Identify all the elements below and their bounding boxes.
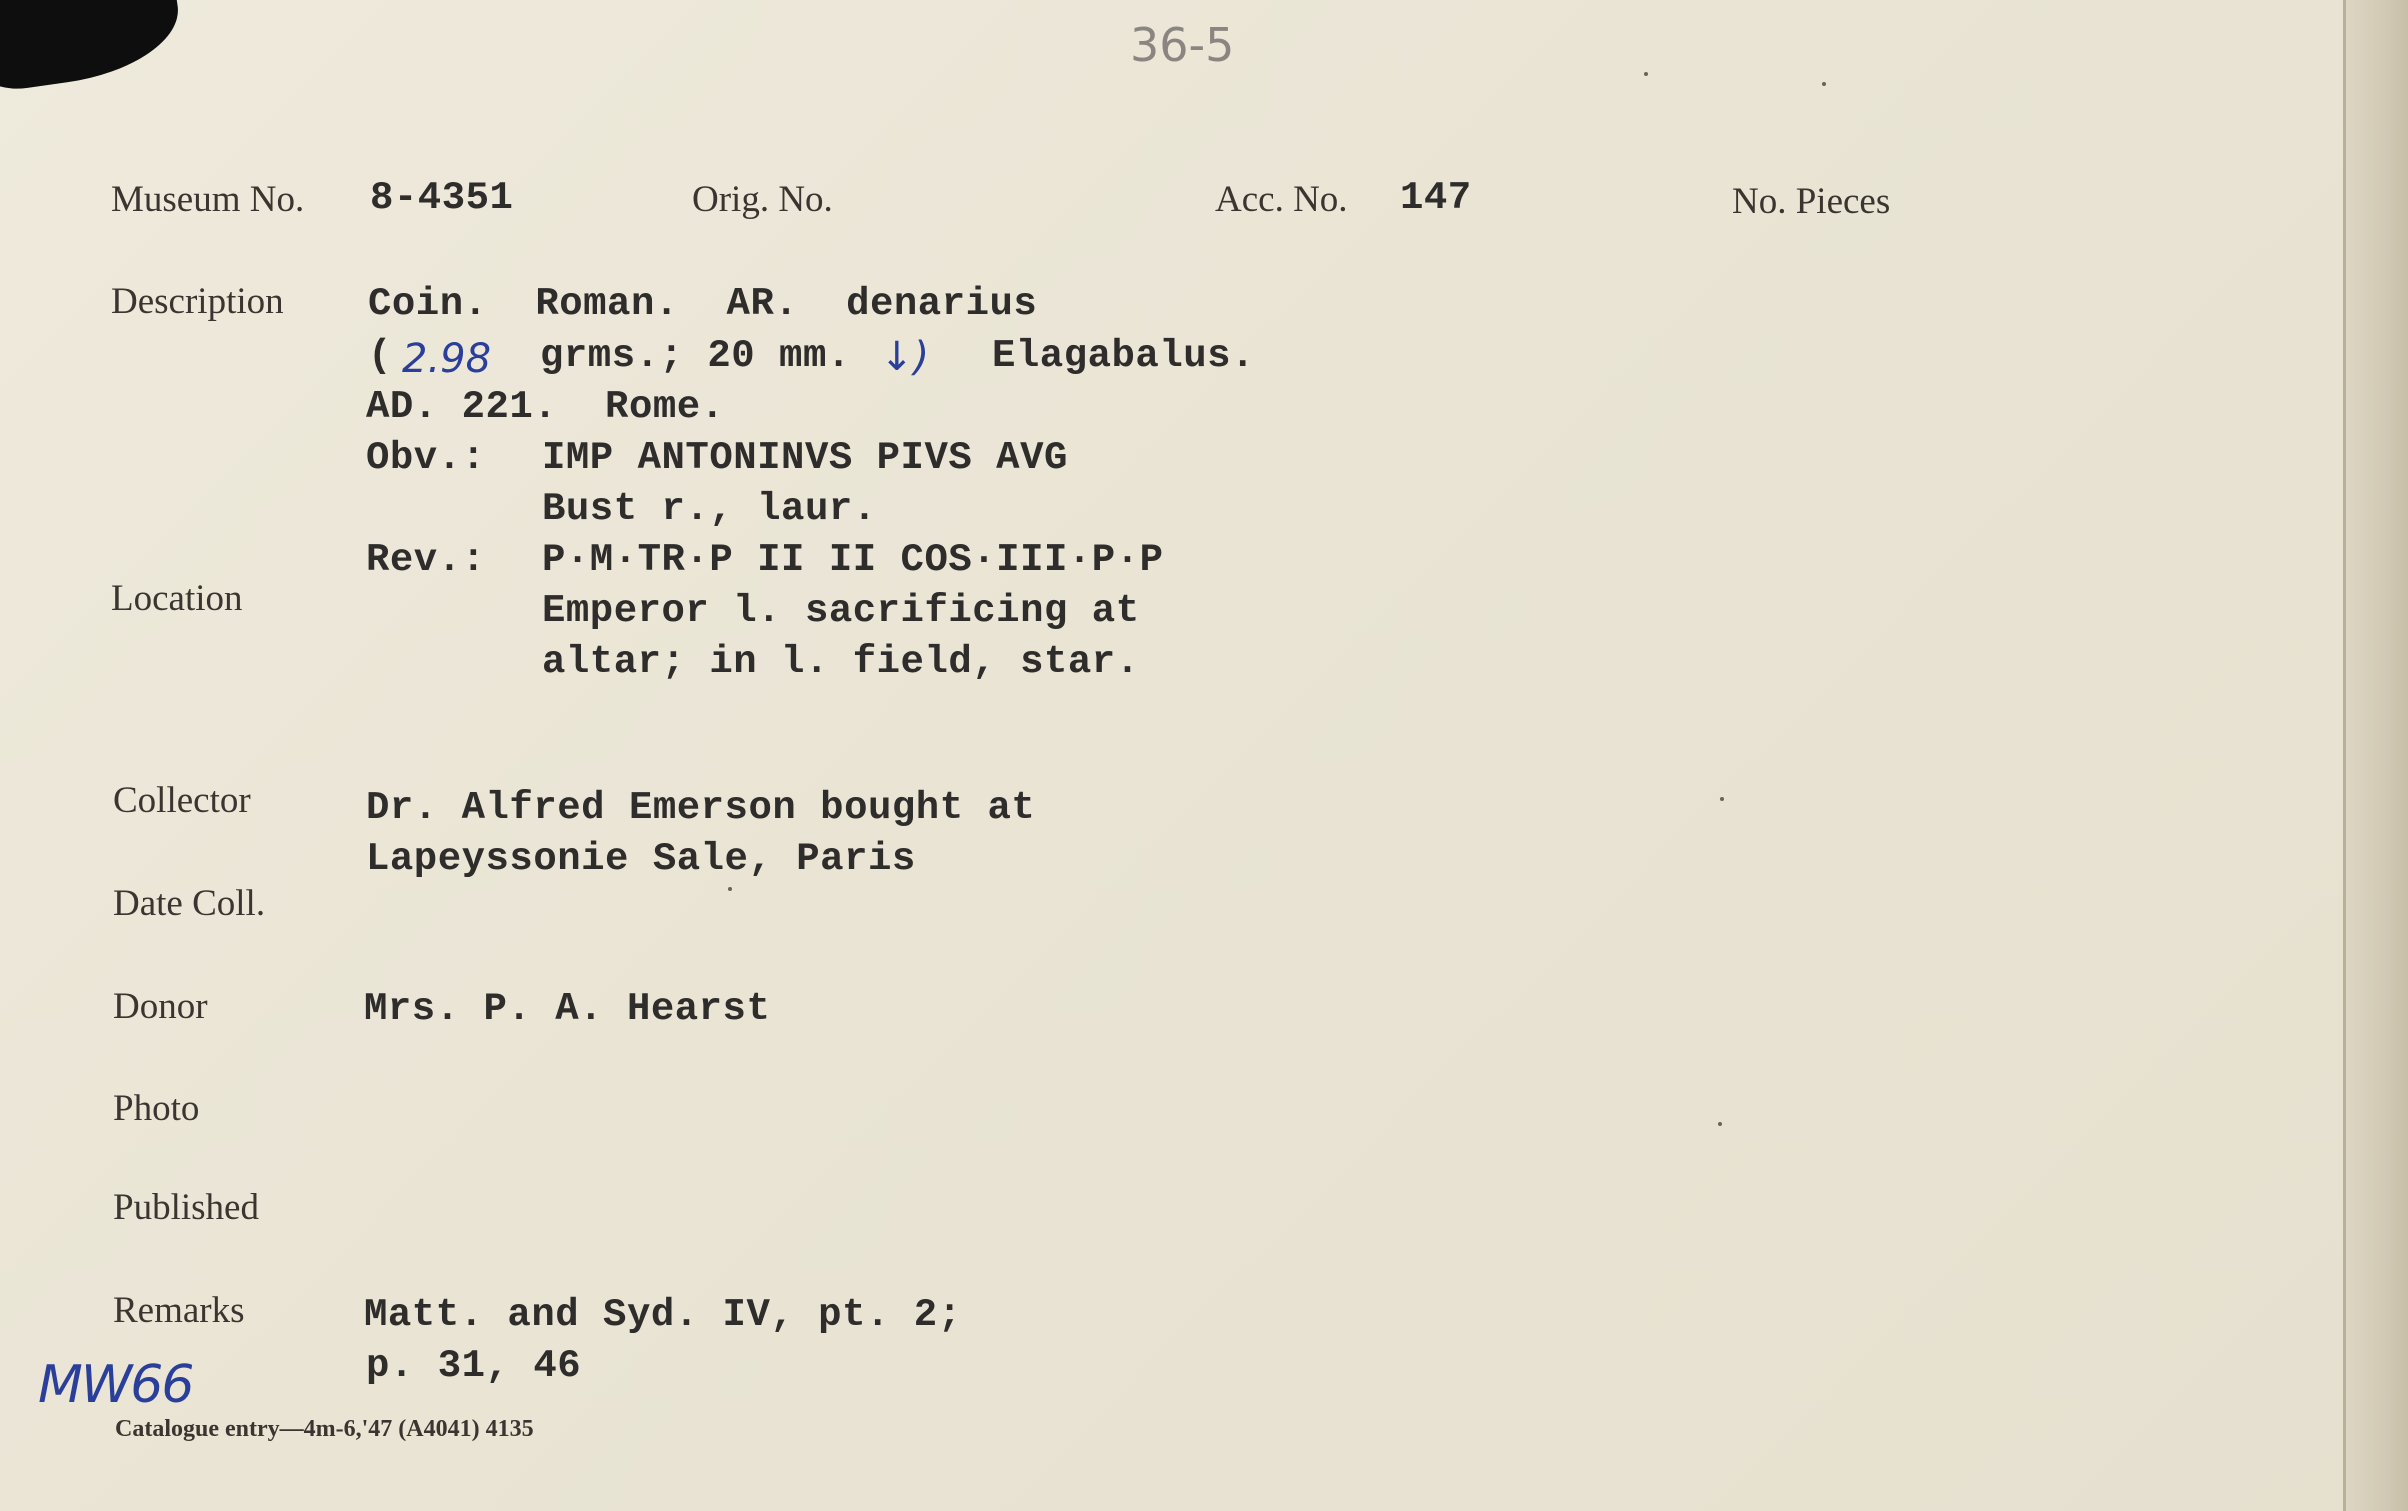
description-line-2-open: ( [368, 334, 392, 378]
obverse-label: Obv.: [366, 436, 486, 480]
description-label: Description [111, 281, 284, 322]
catalogue-footer: Catalogue entry—4m-6,'47 (A4041) 4135 [115, 1416, 534, 1442]
description-line-3: AD. 221. Rome. [366, 385, 725, 429]
museum-no-value: 8-4351 [370, 176, 514, 220]
card-edge [2343, 0, 2408, 1511]
reverse-legend: P·M·TR·P II II COS·III·P·P [542, 538, 1164, 582]
die-axis-arrow: ↓) [880, 334, 930, 380]
speck [728, 887, 732, 891]
collector-line-1: Dr. Alfred Emerson bought at [366, 786, 1036, 830]
top-pencil-note: 36-5 [1130, 18, 1235, 72]
speck [1822, 82, 1826, 86]
reverse-type-1: Emperor l. sacrificing at [542, 589, 1140, 633]
date-coll-label: Date Coll. [113, 883, 266, 924]
ink-blot [0, 0, 186, 93]
donor-label: Donor [113, 986, 208, 1027]
collector-label: Collector [113, 780, 251, 821]
collector-line-2: Lapeyssonie Sale, Paris [366, 837, 916, 881]
description-line-2-rest: grms.; 20 mm. [540, 334, 851, 378]
photo-label: Photo [113, 1088, 200, 1129]
acc-no-value: 147 [1400, 176, 1472, 220]
speck [1718, 1122, 1722, 1126]
museum-no-label: Museum No. [111, 179, 305, 220]
remarks-label: Remarks [113, 1290, 245, 1331]
description-line-1: Coin. Roman. AR. denarius [368, 282, 1038, 326]
donor-value: Mrs. P. A. Hearst [364, 987, 771, 1031]
reverse-type-2: altar; in l. field, star. [542, 640, 1140, 684]
no-pieces-label: No. Pieces [1732, 181, 1891, 222]
speck [1644, 72, 1648, 76]
orig-no-label: Orig. No. [692, 179, 833, 220]
margin-handwritten-note: MW66 [38, 1355, 193, 1415]
remarks-line-2: p. 31, 46 [366, 1344, 582, 1388]
acc-no-label: Acc. No. [1215, 179, 1348, 220]
speck [1720, 797, 1724, 801]
description-ruler: Elagabalus. [992, 334, 1255, 378]
weight-handwritten: 2.98 [402, 336, 492, 382]
location-label: Location [111, 578, 243, 619]
published-label: Published [113, 1187, 259, 1228]
remarks-line-1: Matt. and Syd. IV, pt. 2; [364, 1293, 962, 1337]
reverse-label: Rev.: [366, 538, 486, 582]
obverse-type: Bust r., laur. [542, 487, 877, 531]
obverse-legend: IMP ANTONINVS PIVS AVG [542, 436, 1068, 480]
